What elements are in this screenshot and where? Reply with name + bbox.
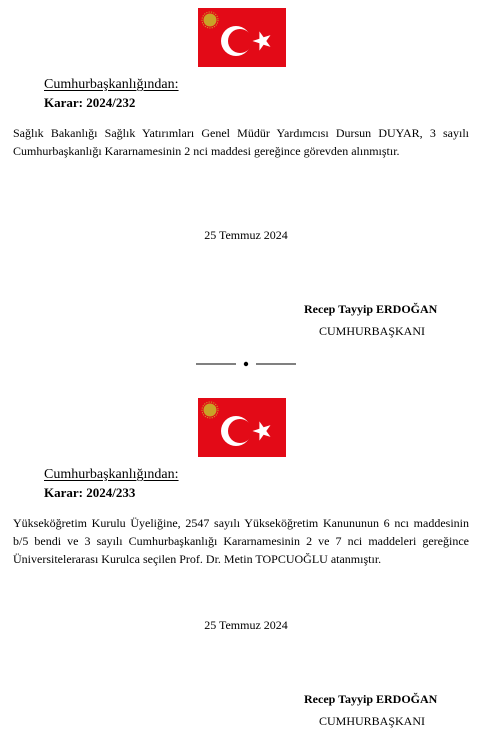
section-separator <box>196 357 296 371</box>
signer-title: CUMHURBAŞKANI <box>319 324 426 338</box>
decision-number: Karar: 2024/233 <box>44 485 136 500</box>
signer-name: Recep Tayyip ERDOĞAN <box>304 692 438 706</box>
issuing-authority: Cumhurbaşkanlığından: <box>44 467 179 482</box>
decision-date: 25 Temmuz 2024 <box>204 618 288 632</box>
decision-text: Yükseköğretim Kurulu Üyeliğine, 2547 sayılı Yükseköğretim Kanununun 6 ncı maddesinin b/5 bendi ve 3 sayılı Cumhurbaşkanlığı Kararnamesinin 2 ve 7 nci maddeleri gereğince Üniversitelerarası Kurulca seçilen Prof. Dr. Metin TOPCUOĞLU atanmıştır. <box>13 516 469 566</box>
decision-232 <box>0 0 492 350</box>
turkish-flag-icon <box>198 398 286 457</box>
issuing-authority: Cumhurbaşkanlığından: <box>44 77 179 92</box>
signer-title: CUMHURBAŞKANI <box>319 714 426 728</box>
decision-number: Karar: 2024/232 <box>44 95 136 110</box>
decision-date: 25 Temmuz 2024 <box>204 228 288 242</box>
signer-name: Recep Tayyip ERDOĞAN <box>304 302 438 316</box>
turkish-flag-icon <box>198 8 286 67</box>
decision-text: Sağlık Bakanlığı Sağlık Yatırımları Genel Müdür Yardımcısı Dursun DUYAR, 3 sayılı Cumhurbaşkanlığı Kararnamesinin 2 nci maddesi gereğince görevden alınmıştır. <box>13 126 469 158</box>
decision-233 <box>0 390 492 740</box>
